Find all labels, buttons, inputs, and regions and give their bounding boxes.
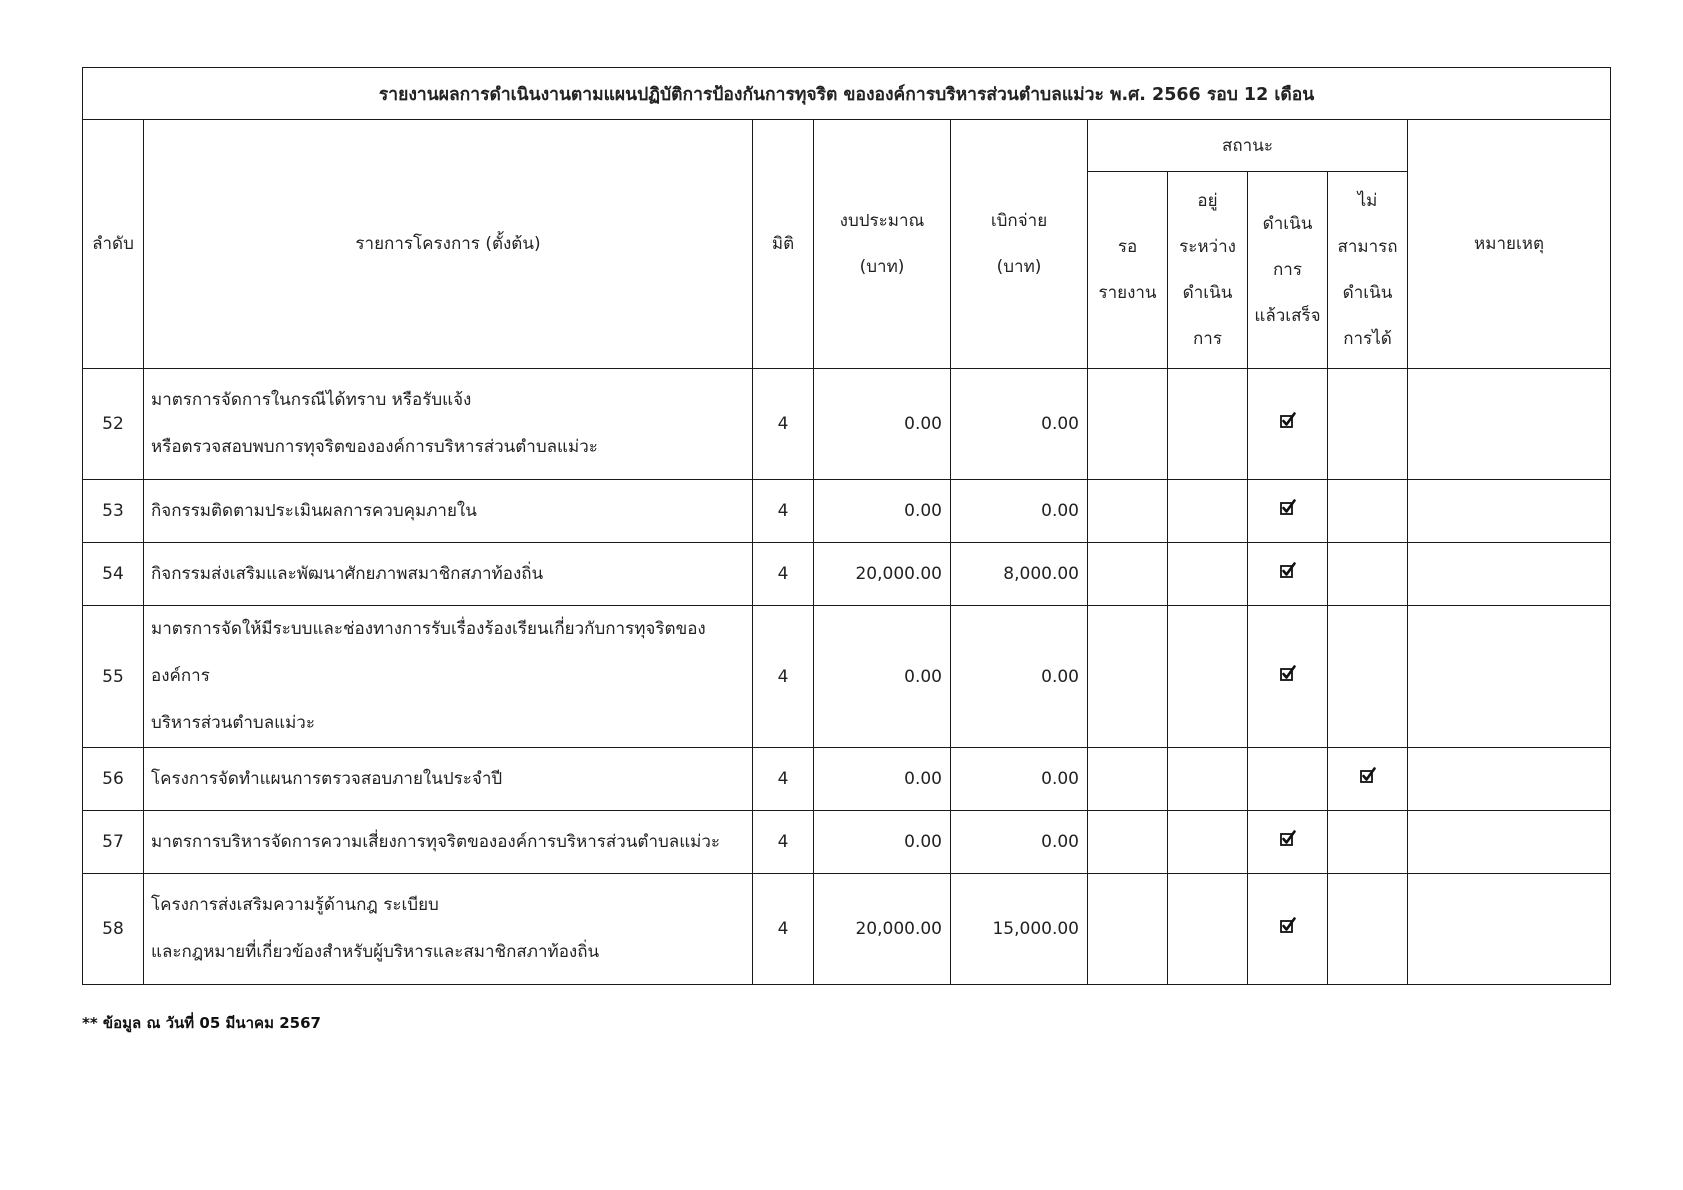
- project-name-line: และกฎหมายที่เกี่ยวข้องสำหรับผู้บริหารและสมาชิกสภาท้องถิ่น: [151, 942, 600, 962]
- project-name: [144, 874, 753, 985]
- table-row: [83, 480, 1611, 543]
- project-name-line: กิจกรรมติดตามประเมินผลการควบคุมภายใน: [151, 500, 477, 521]
- footnote: ** ข้อมูล ณ วันที่ 05 มีนาคม 2567: [82, 1014, 321, 1032]
- budget-value: 0.00: [814, 369, 951, 480]
- row-number: 56: [83, 748, 144, 811]
- header-status-unable: [1328, 172, 1408, 369]
- remarks-cell: [1408, 606, 1611, 748]
- status-in-progress-cell: [1168, 369, 1248, 480]
- project-name-line: มาตรการจัดให้มีระบบและช่องทางการรับเรื่องร้องเรียนเกี่ยวกับการทุจริตขององค์การ: [151, 619, 706, 686]
- table-row: [83, 748, 1611, 811]
- table-row: [83, 874, 1611, 985]
- project-name: [144, 369, 753, 480]
- project-name: [144, 606, 753, 748]
- status-in-progress-cell: [1168, 543, 1248, 606]
- header-status-waiting: [1088, 172, 1168, 369]
- row-number: 55: [83, 606, 144, 748]
- table-row: [83, 811, 1611, 874]
- checkbox-checked-icon: [1280, 917, 1296, 933]
- header-status-line: ระหว่าง: [1179, 237, 1236, 257]
- header-status-line: การ: [1273, 260, 1302, 280]
- status-waiting-cell: [1088, 369, 1168, 480]
- budget-value: 20,000.00: [814, 543, 951, 606]
- report-table: [82, 67, 1611, 985]
- header-disbursed-line: เบิกจ่าย: [990, 211, 1048, 231]
- header-status-line: แล้วเสร็จ: [1254, 306, 1321, 326]
- header-status-line: สามารถ: [1337, 237, 1398, 257]
- status-waiting-cell: [1088, 874, 1168, 985]
- project-name-line: กิจกรรมส่งเสริมและพัฒนาศักยภาพสมาชิกสภาท้องถิ่น: [151, 563, 544, 584]
- header-budget-line: งบประมาณ: [839, 211, 925, 231]
- remarks-cell: [1408, 369, 1611, 480]
- header-status-line: การได้: [1343, 329, 1392, 349]
- status-completed-cell: [1248, 543, 1328, 606]
- project-name-line: มาตรการจัดการในกรณีได้ทราบ หรือรับแจ้ง: [151, 390, 472, 410]
- status-waiting-cell: [1088, 811, 1168, 874]
- status-unable-cell: [1328, 748, 1408, 811]
- header-remarks: หมายเหตุ: [1408, 120, 1611, 369]
- row-number: 58: [83, 874, 144, 985]
- status-completed-cell: [1248, 874, 1328, 985]
- budget-value: 20,000.00: [814, 874, 951, 985]
- status-waiting-cell: [1088, 748, 1168, 811]
- header-budget-line: (บาท): [859, 257, 905, 277]
- header-status-line: ดำเนิน: [1342, 283, 1393, 303]
- dimension-value: 4: [753, 369, 814, 480]
- remarks-cell: [1408, 748, 1611, 811]
- disbursed-value: 8,000.00: [951, 543, 1088, 606]
- header-status-in-progress: [1168, 172, 1248, 369]
- table-row: [83, 543, 1611, 606]
- budget-value: 0.00: [814, 748, 951, 811]
- status-completed-cell: [1248, 748, 1328, 811]
- header-project: รายการโครงการ (ตั้งต้น): [144, 120, 753, 369]
- status-unable-cell: [1328, 480, 1408, 543]
- checkbox-checked-icon: [1280, 830, 1296, 846]
- header-disbursed-line: (บาท): [996, 257, 1042, 277]
- table-body: [83, 369, 1611, 985]
- project-name-line: บริหารส่วนตำบลแม่วะ: [151, 713, 315, 733]
- status-in-progress-cell: [1168, 874, 1248, 985]
- remarks-cell: [1408, 543, 1611, 606]
- dimension-value: 4: [753, 480, 814, 543]
- row-number: 54: [83, 543, 144, 606]
- project-name-line: มาตรการบริหารจัดการความเสี่ยงการทุจริตขององค์การบริหารส่วนตำบลแม่วะ: [151, 831, 721, 852]
- header-status-line: ดำเนิน: [1262, 214, 1313, 234]
- row-number: 52: [83, 369, 144, 480]
- status-unable-cell: [1328, 874, 1408, 985]
- status-in-progress-cell: [1168, 811, 1248, 874]
- header-status-line: การ: [1193, 329, 1222, 349]
- dimension-value: 4: [753, 748, 814, 811]
- checkbox-checked-icon: [1280, 412, 1296, 428]
- disbursed-value: 0.00: [951, 606, 1088, 748]
- dimension-value: 4: [753, 874, 814, 985]
- status-completed-cell: [1248, 369, 1328, 480]
- project-name-line: โครงการจัดทำแผนการตรวจสอบภายในประจำปี: [151, 768, 503, 789]
- dimension-value: 4: [753, 543, 814, 606]
- header-status-line: อยู่: [1197, 191, 1218, 211]
- project-name: [144, 543, 753, 606]
- status-completed-cell: [1248, 480, 1328, 543]
- disbursed-value: 15,000.00: [951, 874, 1088, 985]
- status-unable-cell: [1328, 369, 1408, 480]
- header-dimension: มิติ: [753, 120, 814, 369]
- project-name-line: โครงการส่งเสริมความรู้ด้านกฎ ระเบียบ: [151, 895, 439, 915]
- disbursed-value: 0.00: [951, 748, 1088, 811]
- status-completed-cell: [1248, 606, 1328, 748]
- dimension-value: 4: [753, 811, 814, 874]
- row-number: 53: [83, 480, 144, 543]
- report-title: รายงานผลการดำเนินงานตามแผนปฏิบัติการป้องกันการทุจริต ขององค์การบริหารส่วนตำบลแม่วะ พ.ศ. 2566 รอบ 12 เดือน: [83, 68, 1611, 120]
- budget-value: 0.00: [814, 480, 951, 543]
- remarks-cell: [1408, 874, 1611, 985]
- project-name: [144, 748, 753, 811]
- dimension-value: 4: [753, 606, 814, 748]
- disbursed-value: 0.00: [951, 369, 1088, 480]
- header-status: สถานะ: [1088, 120, 1408, 172]
- header-status-line: ดำเนิน: [1182, 283, 1233, 303]
- status-in-progress-cell: [1168, 748, 1248, 811]
- status-waiting-cell: [1088, 480, 1168, 543]
- table-row: [83, 369, 1611, 480]
- status-waiting-cell: [1088, 606, 1168, 748]
- status-in-progress-cell: [1168, 606, 1248, 748]
- header-order: ลำดับ: [83, 120, 144, 369]
- checkbox-checked-icon: [1280, 665, 1296, 681]
- header-status-line: รายงาน: [1098, 283, 1157, 303]
- status-waiting-cell: [1088, 543, 1168, 606]
- status-unable-cell: [1328, 606, 1408, 748]
- status-unable-cell: [1328, 811, 1408, 874]
- checkbox-checked-icon: [1280, 562, 1296, 578]
- budget-value: 0.00: [814, 606, 951, 748]
- project-name: [144, 811, 753, 874]
- disbursed-value: 0.00: [951, 480, 1088, 543]
- disbursed-value: 0.00: [951, 811, 1088, 874]
- project-name-line: หรือตรวจสอบพบการทุจริตขององค์การบริหารส่วนตำบลแม่วะ: [151, 437, 598, 457]
- header-budget: [814, 120, 951, 369]
- row-number: 57: [83, 811, 144, 874]
- header-status-completed: [1248, 172, 1328, 369]
- checkbox-checked-icon: [1360, 767, 1376, 783]
- header-status-line: รอ: [1117, 237, 1138, 257]
- table-row: [83, 606, 1611, 748]
- status-in-progress-cell: [1168, 480, 1248, 543]
- remarks-cell: [1408, 480, 1611, 543]
- budget-value: 0.00: [814, 811, 951, 874]
- status-completed-cell: [1248, 811, 1328, 874]
- header-disbursed: [951, 120, 1088, 369]
- status-unable-cell: [1328, 543, 1408, 606]
- checkbox-checked-icon: [1280, 499, 1296, 515]
- header-status-line: ไม่: [1357, 191, 1378, 211]
- remarks-cell: [1408, 811, 1611, 874]
- project-name: [144, 480, 753, 543]
